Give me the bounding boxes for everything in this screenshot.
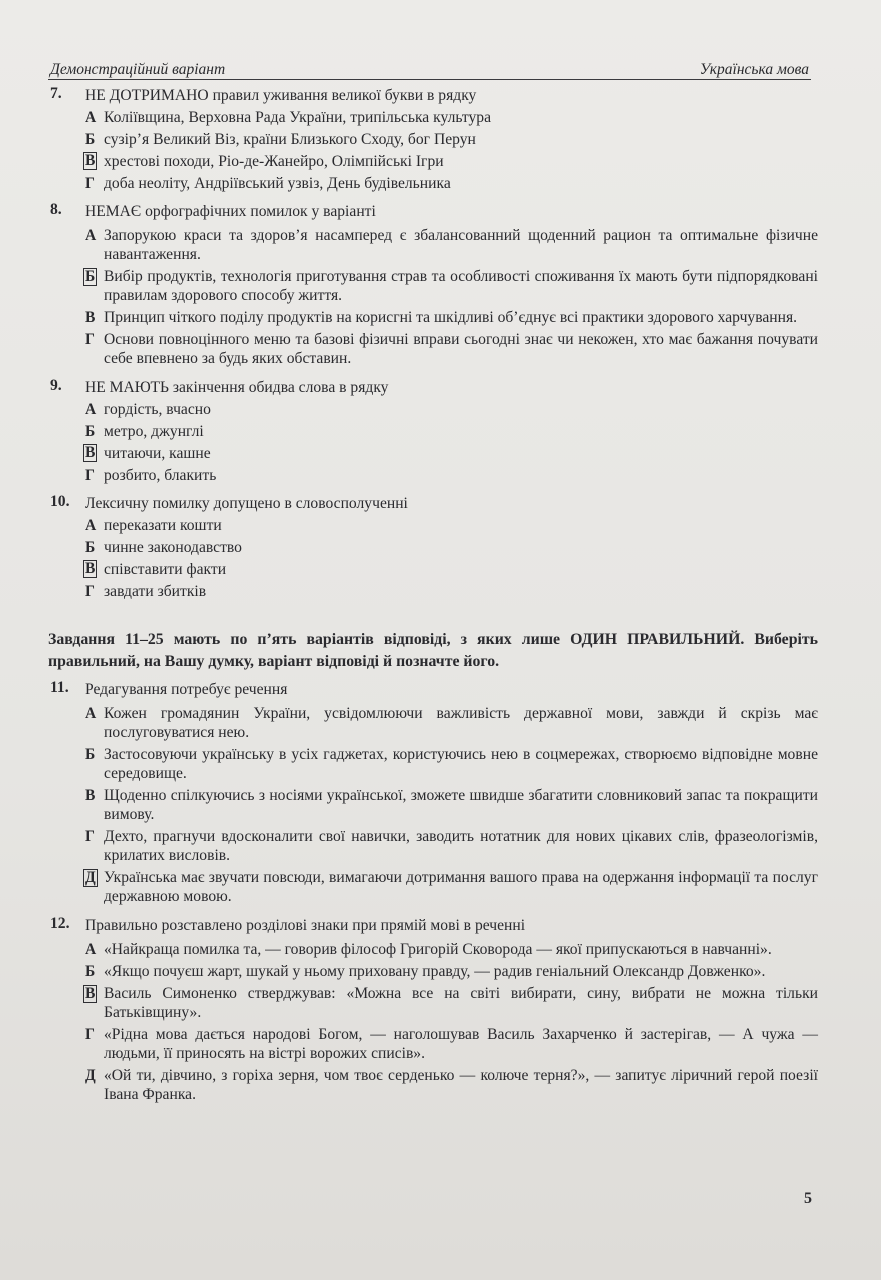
answer-letter: А <box>85 517 97 534</box>
answer-option[interactable] <box>85 107 818 129</box>
answer-letter: В <box>85 309 96 326</box>
answer-letter: Г <box>85 583 95 600</box>
answer-text: «Якщо почуєш жарт, шукай у ньому приховану правду, — радив геніальний Олександр Довженко». <box>104 963 766 980</box>
question-stem: НЕМАЄ орфографічних помилок у варіанті <box>85 203 376 220</box>
answer-letter: Д <box>85 1067 96 1084</box>
answer-letter: Г <box>85 331 95 348</box>
answer-text: Вибір продуктів, технологія приготування страв та особливості споживання їх мають бути підпорядковані правилам здорового способу життя. <box>104 268 818 304</box>
answer-option[interactable] <box>85 868 818 906</box>
question <box>48 85 818 195</box>
answer-letter: А <box>85 227 97 244</box>
marked-answer-letter: В <box>85 152 96 169</box>
answer-text: співставити факти <box>104 561 227 578</box>
answer-option[interactable] <box>85 1066 818 1104</box>
question <box>48 915 818 1104</box>
question-stem: НЕ ДОТРИМАНО правил уживання великої букви в рядку <box>85 87 477 104</box>
question-number: 12. <box>50 915 70 932</box>
answer-text: чинне законодавство <box>104 539 242 556</box>
answer-letter: А <box>85 705 97 722</box>
questions-group-a <box>48 85 818 609</box>
answer-letter: В <box>85 787 96 804</box>
answer-text: переказати кошти <box>104 517 222 534</box>
answer-options <box>85 515 818 603</box>
answer-text: «Рідна мова дається народові Богом, — наголошував Василь Захарченко й застерігав, — А чужа — людьми, її приносять на вістрі ворожих списів». <box>104 1026 818 1062</box>
answer-text: Щоденно спілкуючись з носіями української, зможете швидше збагатити словниковий запас та покращити вимову. <box>104 787 818 823</box>
answer-text: Запорукою краси та здоров’я насамперед є збалансованний щоденний рацион та оптимальне фізичне навантаження. <box>104 227 818 263</box>
answer-option[interactable] <box>85 421 818 443</box>
answer-option[interactable] <box>85 581 818 603</box>
answer-options <box>85 226 818 368</box>
answer-letter: Г <box>85 828 95 845</box>
answer-letter: Г <box>85 175 95 192</box>
answer-option[interactable] <box>85 267 818 305</box>
page-header <box>48 61 811 80</box>
answer-option[interactable] <box>85 308 818 327</box>
answer-text: розбито, блакить <box>104 467 217 484</box>
answer-text: «Ой ти, дівчино, з горіха зерня, чом твоє серденько — колюче терня?», — запитує ліричний герой поезії Івана Франка. <box>104 1067 818 1103</box>
answer-text: хрестові походи, Ріо-де-Жанейро, Олімпійські Ігри <box>104 153 444 170</box>
answer-text: гордість, вчасно <box>104 401 211 418</box>
answer-letter: А <box>85 401 97 418</box>
question-number: 8. <box>50 201 62 218</box>
answer-options <box>85 399 818 487</box>
answer-option[interactable] <box>85 827 818 865</box>
answer-option[interactable] <box>85 226 818 264</box>
header-variant: Демонстраційний варіант <box>50 61 226 78</box>
answer-option[interactable] <box>85 443 818 465</box>
task-instruction: Завдання 11–25 мають по п’ять варіантів відповіді, з яких лише ОДИН ПРАВИЛЬНИЙ. Виберіть правильний, на Вашу думку, варіант відповіді й позначте його. <box>48 631 818 670</box>
answer-option[interactable] <box>85 559 818 581</box>
question-stem: Правильно розставлено розділові знаки при прямій мові в реченні <box>85 917 526 934</box>
header-subject: Українська мова <box>699 61 809 78</box>
marked-answer-letter: В <box>85 444 96 461</box>
answer-option[interactable] <box>85 962 818 981</box>
question <box>48 679 818 906</box>
answer-text: Українська має звучати повсюди, вимагаючи дотримання вашого права на одержання інформації та послуг державною мовою. <box>104 869 818 905</box>
question <box>48 377 818 487</box>
answer-text: Кожен громадянин України, усвідомлюючи важливість державної мови, завжди й скрізь має послуговуватися нею. <box>104 705 818 741</box>
marked-answer-letter: В <box>85 985 96 1002</box>
marked-answer-letter: В <box>85 560 96 577</box>
answer-options <box>85 704 818 906</box>
answer-option[interactable] <box>85 330 818 368</box>
answer-option[interactable] <box>85 940 818 959</box>
answer-letter: Г <box>85 1026 95 1043</box>
answer-option[interactable] <box>85 399 818 421</box>
answer-option[interactable] <box>85 173 818 195</box>
question-stem: НЕ МАЮТЬ закінчення обидва слова в рядку <box>85 379 389 396</box>
answer-option[interactable] <box>85 465 818 487</box>
answer-text: завдати збитків <box>104 583 207 600</box>
question-stem: Редагування потребує речення <box>85 681 288 698</box>
question-number: 10. <box>50 493 70 510</box>
questions-content <box>48 85 818 1113</box>
answer-text: Дехто, прагнучи вдосконалити свої навички, заводить нотатник для нових цікавих слів, фразеологізмів, крилатих висловів. <box>104 828 818 864</box>
answer-option[interactable] <box>85 786 818 824</box>
answer-text: сузір’я Великий Віз, країни Близького Сходу, бог Перун <box>104 131 476 148</box>
answer-option[interactable] <box>85 984 818 1022</box>
answer-options <box>85 107 818 195</box>
marked-answer-letter: Д <box>85 869 96 886</box>
marked-answer-letter: Б <box>85 268 96 285</box>
page-number: 5 <box>804 1190 812 1207</box>
questions-group-b <box>48 679 818 1113</box>
answer-option[interactable] <box>85 745 818 783</box>
answer-text: Застосовуючи українську в усіх гаджетах, користуючись нею в соцмережах, створюємо відповідне мовне середовище. <box>104 746 818 782</box>
answer-letter: Б <box>85 131 96 148</box>
question-stem: Лексичну помилку допущено в словосполученні <box>85 495 408 512</box>
question <box>48 201 818 368</box>
answer-option[interactable] <box>85 129 818 151</box>
question-number: 7. <box>50 85 62 102</box>
answer-text: Принцип чіткого поділу продуктів на корисгні та шкідливі об’єднує всі практики здорового харчування. <box>104 309 798 326</box>
answer-letter: Б <box>85 423 96 440</box>
question <box>48 493 818 603</box>
answer-letter: Б <box>85 746 96 763</box>
answer-option[interactable] <box>85 515 818 537</box>
answer-text: «Найкраща помилка та, — говорив філософ Григорій Сковорода — якої припускаються в навчанні». <box>104 941 772 958</box>
answer-text: метро, джунглі <box>104 423 204 440</box>
answer-text: Василь Симоненко стверджував: «Можна все на світі вибирати, сину, вибрати не можна тільки Батьківщину». <box>104 985 818 1021</box>
answer-text: Основи повноцінного меню та базові фізичні вправи сьогодні знає чи некожен, хто має бажання почувати себе впевнено за будь яких обставин. <box>104 331 818 367</box>
answer-option[interactable] <box>85 151 818 173</box>
answer-options <box>85 940 818 1104</box>
answer-letter: Б <box>85 539 96 556</box>
answer-letter: А <box>85 109 97 126</box>
answer-text: Коліївщина, Верховна Рада України, трипільська культура <box>104 109 492 126</box>
answer-letter: А <box>85 941 97 958</box>
answer-option[interactable] <box>85 1025 818 1063</box>
question-number: 9. <box>50 377 62 394</box>
answer-text: читаючи, кашне <box>104 445 211 462</box>
answer-option[interactable] <box>85 537 818 559</box>
answer-text: доба неоліту, Андріївський узвіз, День будівельника <box>104 175 451 192</box>
question-number: 11. <box>50 679 69 696</box>
answer-option[interactable] <box>85 704 818 742</box>
answer-letter: Г <box>85 467 95 484</box>
answer-letter: Б <box>85 963 96 980</box>
